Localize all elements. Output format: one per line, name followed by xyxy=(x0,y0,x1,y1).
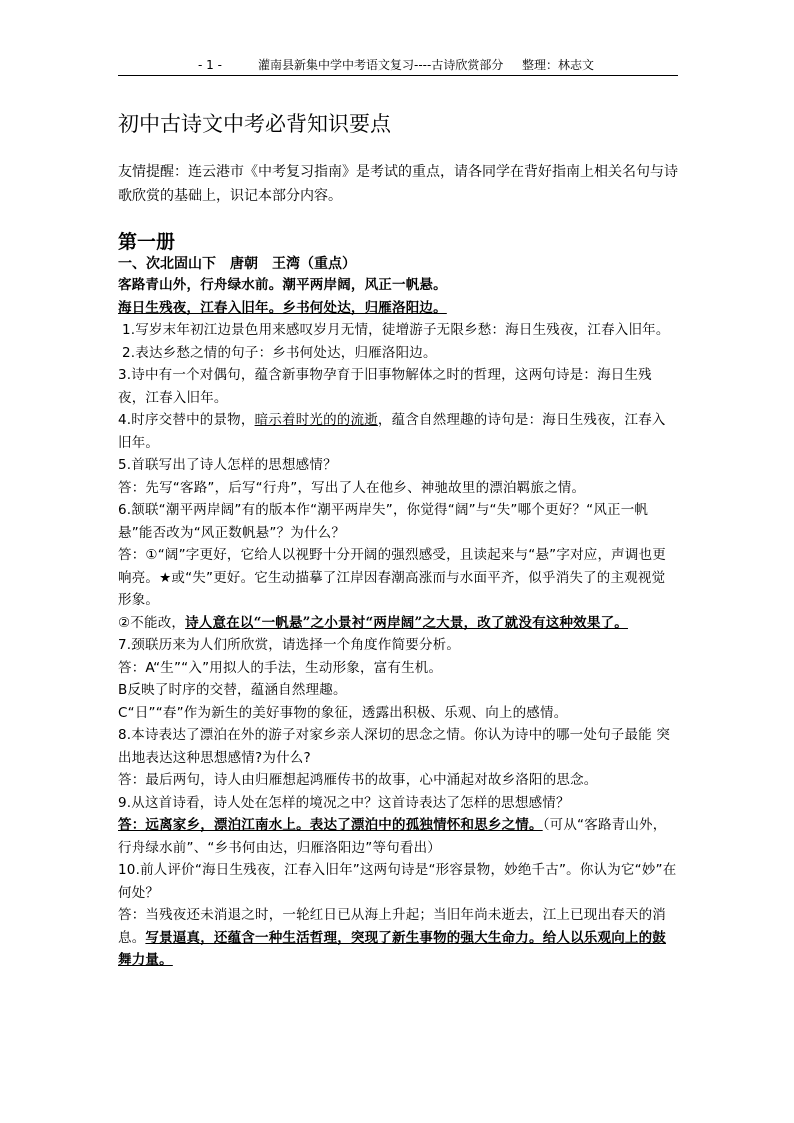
item-q1: 1.写岁末年初江边景色用来感叹岁月无情，徒增游子无限乡愁：海日生残夜，江春入旧年。 xyxy=(122,322,670,338)
item-q4-part2: ，蕴含自然理趣的诗句是：海日生残夜，江春入旧年。 xyxy=(118,412,666,451)
item-a6-2-lead: ②不能改， xyxy=(118,614,186,631)
item-q2: 2.表达乡愁之情的句子：乡书何处达，归雁洛阳边。 xyxy=(122,344,437,361)
header-compiler: 整理：林志文 xyxy=(522,58,595,72)
item-a7-a: 答：A“生”“入”用拟人的手法，生动形象，富有生机。 xyxy=(118,659,443,676)
item-a9-emphasis: 答：远离家乡，漂泊江南水上。表达了漂泊中的孤独情怀和思乡之情。 xyxy=(118,817,543,833)
item-a6-2 xyxy=(118,612,678,635)
item-a7-b: B反映了时序的交替，蕴涵自然理趣。 xyxy=(118,682,347,698)
document-title: 初中古诗文中考必背知识要点 xyxy=(118,112,391,136)
item-q5: 5.首联写出了诗人怎样的思想感情？ xyxy=(118,457,337,473)
poem-heading: 一、次北固山下 唐朝 王湾（重点） xyxy=(118,256,356,272)
item-q4-part1: 4.时序交替中的景物， xyxy=(118,412,255,428)
item-q4-underline: 暗示着时光的的流逝 xyxy=(254,412,378,428)
item-q4 xyxy=(118,409,678,454)
header-title: 灌南县新集中学中考语文复习----古诗欣赏部分 xyxy=(258,58,504,72)
item-q6: 6.颔联“潮平两岸阔”有的版本作“潮平两岸失”，你觉得“阔”与“失”哪个更好？“风正一帆悬”能否改为“风正数帆悬”？为什么？ xyxy=(118,502,649,541)
item-q10: 10.前人评价“海日生残夜，江春入旧年”这两句诗是“形容景物，妙绝千古”。你认为它“妙”在何处？ xyxy=(118,862,677,901)
item-q9: 9.从这首诗看，诗人处在怎样的境况之中？这首诗表达了怎样的思想感情？ xyxy=(118,794,570,811)
poem-line-1: 客路青山外，行舟绿水前。潮平两岸阔，风正一帆悬。 xyxy=(118,277,447,293)
item-a10-emphasis: 写景逼真，还蕴含一种生活哲理，突现了新生事物的强大生命力。给人以乐观向上的鼓舞力量。 xyxy=(118,929,667,968)
section-heading: 第一册 xyxy=(118,231,176,253)
page-header xyxy=(118,55,678,76)
reminder-paragraph: 友情提醒：连云港市《中考复习指南》是考试的重点，请各同学在背好指南上相关名句与诗歌欣赏的基础上，识记本部分内容。 xyxy=(118,164,678,204)
item-a10-lead: 答：当残夜还未消退之时，一轮红日已从海上升起；当旧年尚未逝去，江上已现出春天的消息。 xyxy=(118,907,666,946)
document-body xyxy=(118,230,678,972)
item-q3: 3.诗中有一个对偶句，蕴含新事物孕育于旧事物解体之时的哲理，这两句诗是：海日生残夜，江春入旧年。 xyxy=(118,367,652,406)
item-q8: 8.本诗表达了漂泊在外的游子对家乡亲人深切的思念之情。你认为诗中的哪一处句子最能 突出地表达这种思想感情?为什么? xyxy=(118,727,671,766)
item-q7: 7.颈联历来为人们所欣赏，请选择一个角度作简要分析。 xyxy=(118,637,461,653)
poem-line-2-text: 海日生残夜，江春入旧年。乡书何处达，归雁洛阳边。 xyxy=(118,299,447,316)
item-a5: 答：先写“客路”，后写“行舟”，写出了人在他乡、神驰故里的漂泊羁旅之情。 xyxy=(118,479,586,496)
poem-line-2 xyxy=(118,297,678,320)
item-a9-note: （可从“客路青山外，行舟绿水前”、“乡书何由达，归雁洛阳边”等句看出） xyxy=(118,817,667,856)
item-a7-c: C“日”“春”作为新生的美好事物的象征，透露出积极、乐观、向上的感情。 xyxy=(118,704,568,721)
item-a10 xyxy=(118,904,678,972)
item-a6-2-emphasis: 诗人意在以“一帆悬”之小景衬“两岸阔”之大景，改了就没有这种效果了。 xyxy=(185,614,628,631)
page-number: - 1 - xyxy=(198,58,222,72)
item-a8: 答：最后两句，诗人由归雁想起鸿雁传书的故事，心中涌起对故乡洛阳的思念。 xyxy=(118,772,598,788)
item-a9 xyxy=(118,814,678,859)
item-a6-1: 答：①“阔”字更好，它给人以视野十分开阔的强烈感受，且读起来与“悬”字对应，声调也更响亮。★或“失”更好。它生动描摹了江岸因春潮高涨而与水面平齐，似乎消失了的主观视觉形象。 xyxy=(118,547,666,608)
